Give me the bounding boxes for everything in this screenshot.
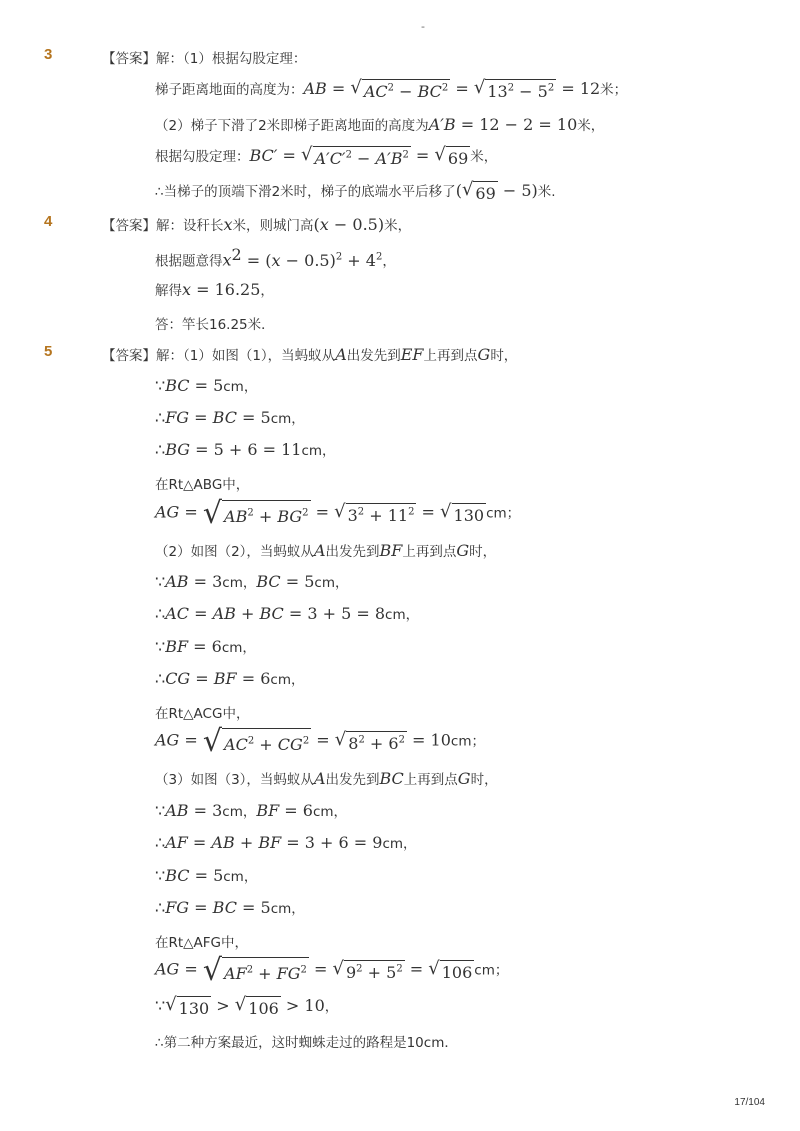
q4-line-2: 解得x = 16.25， bbox=[155, 280, 274, 299]
q5-line-bg: ∴BG = 5 + 6 = 11cm， bbox=[155, 440, 336, 459]
q3-line-1: 梯子距离地面的高度为：AB = √ $AC^2 - BC^2$ = √ $13^2 - 5^2$ = 12米； bbox=[155, 77, 628, 101]
q5-line-bf: ∵BF = 6cm， bbox=[155, 637, 256, 656]
q5-line-af: ∴AF = AB + BF = 3 + 6 = 9cm， bbox=[155, 833, 417, 852]
q3-line-3: 根据勾股定理：BC′ = √ $A'C'^2 - A'B^2$ = √ 69 米， bbox=[155, 144, 498, 168]
question-number-5: 5 bbox=[44, 343, 53, 360]
q5-line-fg2: ∴FG = BC = 5cm， bbox=[155, 898, 305, 917]
q5-line-fg: ∴FG = BC = 5cm， bbox=[155, 408, 305, 427]
q3-line-2: （2）梯子下滑了2米即梯子距离地面的高度为A′B = 12 − 2 = 10米， bbox=[155, 115, 605, 134]
q5-rt1: 在Rt△ABG中， bbox=[155, 477, 250, 493]
q5-line-ag3: AG = √ $AF^2 + FG^2$ = √ $9^2 + 5^2$ = √ 106 cm； bbox=[155, 953, 509, 988]
q5-line-compare: ∵ √ 130 > √ 106 > 10， bbox=[155, 994, 339, 1018]
q3-line-4: ∴当梯子的顶端下滑2米时，梯子的底端水平后移了( √ 69 − 5)米. bbox=[155, 179, 556, 203]
q5-conclusion: ∴第二种方案最近，这时蜘蛛走过的路程是10cm． bbox=[155, 1035, 458, 1051]
q5-part2-head: （2）如图（2），当蚂蚁从A出发先到BF上再到点G时， bbox=[155, 541, 497, 560]
q5-line-bc: ∵BC = 5cm， bbox=[155, 376, 258, 395]
q5-line-bc2: ∵BC = 5cm， bbox=[155, 866, 258, 885]
q5-line-ag2: AG = √ $AC^2 + CG^2$ = √ $8^2 + 6^2$ = 10cm； bbox=[155, 724, 485, 759]
q5-line-ag1: AG = √ $AB^2 + BG^2$ = √ $3^2 + 11^2$ = √ 130 cm； bbox=[155, 496, 521, 531]
question-number-4: 4 bbox=[44, 213, 53, 230]
q5-rt3: 在Rt△AFG中， bbox=[155, 935, 249, 951]
q3-answer-head: 【答案】解：（1）根据勾股定理： bbox=[102, 51, 307, 67]
q5-part3-head: （3）如图（3），当蚂蚁从A出发先到BC上再到点G时， bbox=[155, 769, 498, 788]
header-mark: - bbox=[421, 20, 425, 33]
question-number-3: 3 bbox=[44, 46, 53, 63]
q5-rt2: 在Rt△ACG中， bbox=[155, 706, 250, 722]
q5-answer-head: 【答案】解：（1）如图（1），当蚂蚁从A出发先到EF上再到点G时， bbox=[102, 345, 518, 364]
q4-line-3: 答：竿长16.25米． bbox=[155, 317, 275, 333]
page-number: 17/104 bbox=[734, 1097, 765, 1108]
q5-line-ab-bf: ∵AB = 3cm，BF = 6cm， bbox=[155, 801, 348, 820]
q5-line-ac: ∴AC = AB + BC = 3 + 5 = 8cm， bbox=[155, 604, 420, 623]
q4-line-1: 根据题意得$x^2 = (x - 0.5)^2 + 4^2$， bbox=[155, 245, 396, 270]
q5-line-cg: ∴CG = BF = 6cm， bbox=[155, 669, 305, 688]
q4-answer-head: 【答案】解：设秆长x米，则城门高(x − 0.5)米， bbox=[102, 215, 412, 234]
q5-line-ab-bc: ∵AB = 3cm，BC = 5cm， bbox=[155, 572, 349, 591]
